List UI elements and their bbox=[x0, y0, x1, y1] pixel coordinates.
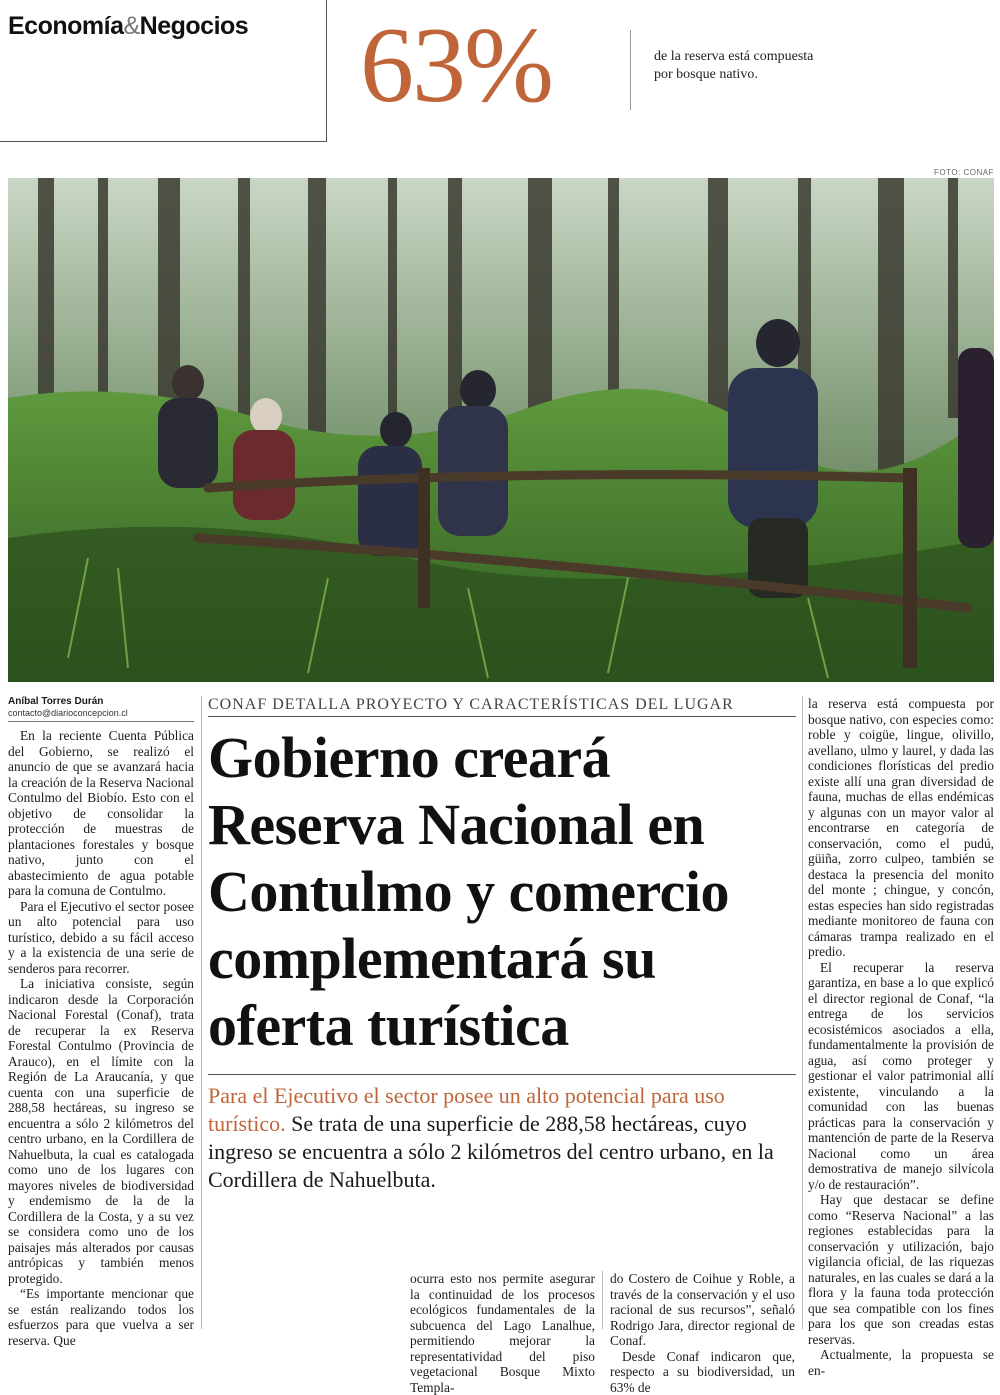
body-paragraph: Actualmente, la propuesta se en- bbox=[808, 1347, 994, 1378]
headline-text: Gobierno bbox=[208, 725, 453, 790]
body-column-left bbox=[8, 728, 194, 1348]
deck-accent: Para el Ejecutivo el sector posee un alto potencial para uso turístico. bbox=[208, 1083, 725, 1136]
section-title-part1: Economía bbox=[8, 12, 123, 40]
body-column-mid-2 bbox=[610, 1271, 795, 1395]
column-divider bbox=[602, 1271, 603, 1329]
stat-value: 63% bbox=[360, 12, 552, 120]
kicker-divider bbox=[208, 716, 796, 717]
body-paragraph: Hay que destacar se define como “Reserva Nacional” a las regiones establecidas para la conservación y utilización, bajo vigilancia oficial, de las riquezas naturales, en las cuales se dará a la flora y la fauna toda protección que sea compatible con los fines para los que son creadas estas reservas. bbox=[808, 1192, 994, 1347]
body-paragraph: El recuperar la reserva garantiza, en base a lo que explicó el director regional de Conaf, “la entrega de los servicios ecosistémicos asociados a ella, fundamentalmente la provisión de agua, así como proteger y gestionar el valor patrimonial allí existente, vinculando a la comunidad con las buenas prácticas para la conservación y mantención de parte de la Reserva Nacional como un área demostrativa de manejo silvícola y/o de restauración”. bbox=[808, 960, 994, 1193]
section-title bbox=[8, 12, 248, 41]
body-paragraph: “Es importante mencionar que se están realizando todos los esfuerzos para que vuelva a ser reserva. Que bbox=[8, 1286, 194, 1348]
section-title-amp: & bbox=[123, 12, 139, 40]
section-title-part2: Negocios bbox=[140, 12, 249, 40]
article-headline bbox=[208, 724, 798, 1059]
article-kicker: CONAF DETALLA PROYECTO Y CARACTERÍSTICAS DEL LUGAR bbox=[208, 696, 734, 714]
headline-text: en bbox=[633, 792, 704, 857]
body-paragraph: En la reciente Cuenta Pública del Gobierno, se realizó el anuncio de que se avanzará hacia la creación de la Reserva Nacional Contulmo del Biobío. Esto con el objetivo de consolidar la protección de muestras de plantaciones forestales y bosque nativo, junto con el abastecimiento de agua potable para la comuna de Contulmo. bbox=[8, 728, 194, 899]
body-paragraph: ocurra esto nos permite asegurar la continuidad de los procesos ecológicos fundamentales de la subcuenca del Lago Lanalhue, permitiendo mejorar la representatividad del piso vegetacional Bosque Mixto Templa- bbox=[410, 1271, 595, 1395]
column-divider bbox=[802, 696, 803, 1329]
body-paragraph: La iniciativa consiste, según indicaron desde la Corporación Nacional Forestal (Conaf), trata de recuperar la ex Reserva Forestal Contulmo (Provincia de Arauco), en el límite con la Región de La Araucanía, y que cuenta con una superficie de 288,58 hectáreas, su ingreso se encuentra a sólo 2 kilómetros del centro urbano, en la Cordillera de Nahuelbuta, la cual es catalogada como uno de los lugares con mayores niveles de biodiversidad y endemismo de la de la Cordillera de la Costa, y a su vez se considera como uno de los paisajes más alterados por causas antrópicas y también menos protegido. bbox=[8, 976, 194, 1286]
header-divider-vertical bbox=[326, 0, 327, 142]
body-paragraph: Desde Conaf indicaron que, respecto a su biodiversidad, un 63% de bbox=[610, 1349, 795, 1395]
headline-text: y comercio complementará su bbox=[208, 859, 729, 991]
forest-hikers-photo bbox=[8, 178, 994, 682]
headline-bold: Contulmo bbox=[208, 859, 452, 924]
byline-divider bbox=[8, 721, 194, 722]
deck-text: Se trata de una superficie de 288,58 hectáreas, cuyo ingreso se encuentra a sólo 2 kilómetros del centro urbano, en la Cordillera de Nahuelbuta. bbox=[208, 1111, 774, 1192]
stat-caption: de la reserva está compuesta por bosque nativo. bbox=[654, 48, 829, 84]
article-deck bbox=[208, 1082, 796, 1194]
photo-credit: FOTO: CONAF bbox=[934, 168, 994, 177]
body-paragraph: do Costero de Coihue y Roble, a través de la conservación y el uso racional de sus recursos”, señaló Rodrigo Jara, director regional de Conaf. bbox=[610, 1271, 795, 1349]
header-divider-horizontal bbox=[0, 141, 327, 142]
headline-bold: Reserva Nacional bbox=[208, 792, 633, 857]
body-paragraph: Para el Ejecutivo el sector posee un alto potencial para uso turístico, debido a su fácil acceso y a la existencia de una serie de senderos para recorrer. bbox=[8, 899, 194, 977]
body-column-right bbox=[808, 696, 994, 1378]
headline-bold: creará bbox=[453, 725, 610, 790]
headline-divider bbox=[208, 1074, 796, 1075]
column-divider bbox=[201, 696, 202, 1329]
byline-email: contacto@diarioconcepcion.cl bbox=[8, 708, 128, 718]
headline-bold: oferta turística bbox=[208, 993, 569, 1058]
byline-author: Aníbal Torres Durán bbox=[8, 696, 103, 707]
body-paragraph: la reserva está compuesta por bosque nativo, con especies como: roble y coigüe, lingue, olivillo, avellano, ulmo y laurel, y dada las condiciones florísticas del predio existe allí una gran diversidad de fauna, muchas de ellas endémicas y algunas con un mayor valor al encontrarse en categoría de conservación, como el pudú, güiña, zorro culpeo, también se destaca la presencia del monito del monte ; chingue, y concón, estas especies han sido registradas mediante monitoreo de fauna con cámaras trampa realizado en el predio. bbox=[808, 696, 994, 960]
body-column-mid-1 bbox=[410, 1271, 595, 1395]
stat-divider bbox=[630, 30, 631, 110]
